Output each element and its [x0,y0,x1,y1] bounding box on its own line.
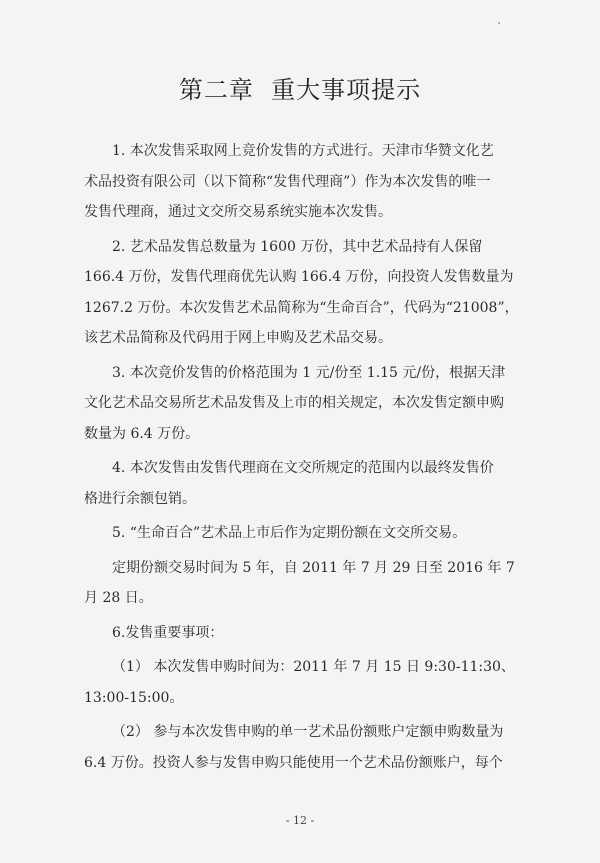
paragraph-2 [84,232,528,354]
text-line: 6.4 万份。投资人参与发售申购只能使用一个艺术品份额账户，每个 [84,754,503,771]
text-line: 该艺术品简称及代码用于网上申购及艺术品交易。 [84,330,392,346]
page-number: - 12 - [285,814,315,827]
paragraph-6 [84,553,528,614]
paragraph-1 [84,136,528,228]
text-line: 13:00-15:00。 [84,689,184,706]
paragraph-4 [84,453,528,514]
text-line: 1267.2 万份。本次发售艺术品简称为“生命百合”，代码为“21008”， [84,299,519,316]
text-line: 月 28 日。 [84,590,153,606]
text-line: 文化艺术品交易所艺术品发售及上市的相关规定，本次发售定额申购 [84,395,504,411]
text-line: 发售代理商，通过文交所交易系统实施本次发售。 [84,204,392,220]
paragraph-9 [84,717,528,778]
scan-speck [498,22,500,24]
text-line: 4. 本次发售由发售代理商在文交所规定的范围内以最终发售价 [112,460,494,476]
chapter-title: 第二章 重大事项提示 [178,76,422,104]
paragraph-7 [84,618,528,649]
paragraph-3 [84,358,528,450]
text-line: （2） 参与本次发售申购的单一艺术品份额账户定额申购数量为 [112,724,504,740]
text-line: 数量为 6.4 万份。 [84,425,200,442]
text-line: 术品投资有限公司（以下简称“发售代理商”）作为本次发售的唯一 [84,173,491,190]
document-body [84,136,528,782]
text-line: 166.4 万份，发售代理商优先认购 166.4 万份，向投资人发售数量为 [84,269,514,285]
paragraph-5 [84,518,528,549]
paragraph-8 [84,652,528,713]
text-line: 5. “生命百合”艺术品上市后作为定期份额在文交所交易。 [112,525,467,541]
text-line: 3. 本次竞价发售的价格范围为 1 元/份至 1.15 元/份，根据天津 [112,364,506,381]
text-line: 6.发售重要事项： [112,624,224,641]
text-line: 1. 本次发售采取网上竞价发售的方式进行。天津市华赞文化艺 [112,143,494,159]
text-line: 格进行余额包销。 [84,490,196,507]
text-line: （1） 本次发售申购时间为：2011 年 7 月 15 日 9:30-11:30、 [112,659,515,675]
text-line: 2. 艺术品发售总数量为 1600 万份，其中艺术品持有人保留 [112,238,483,255]
text-line: 定期份额交易时间为 5 年，自 2011 年 7 月 29 日至 2016 年 7 [112,559,515,576]
